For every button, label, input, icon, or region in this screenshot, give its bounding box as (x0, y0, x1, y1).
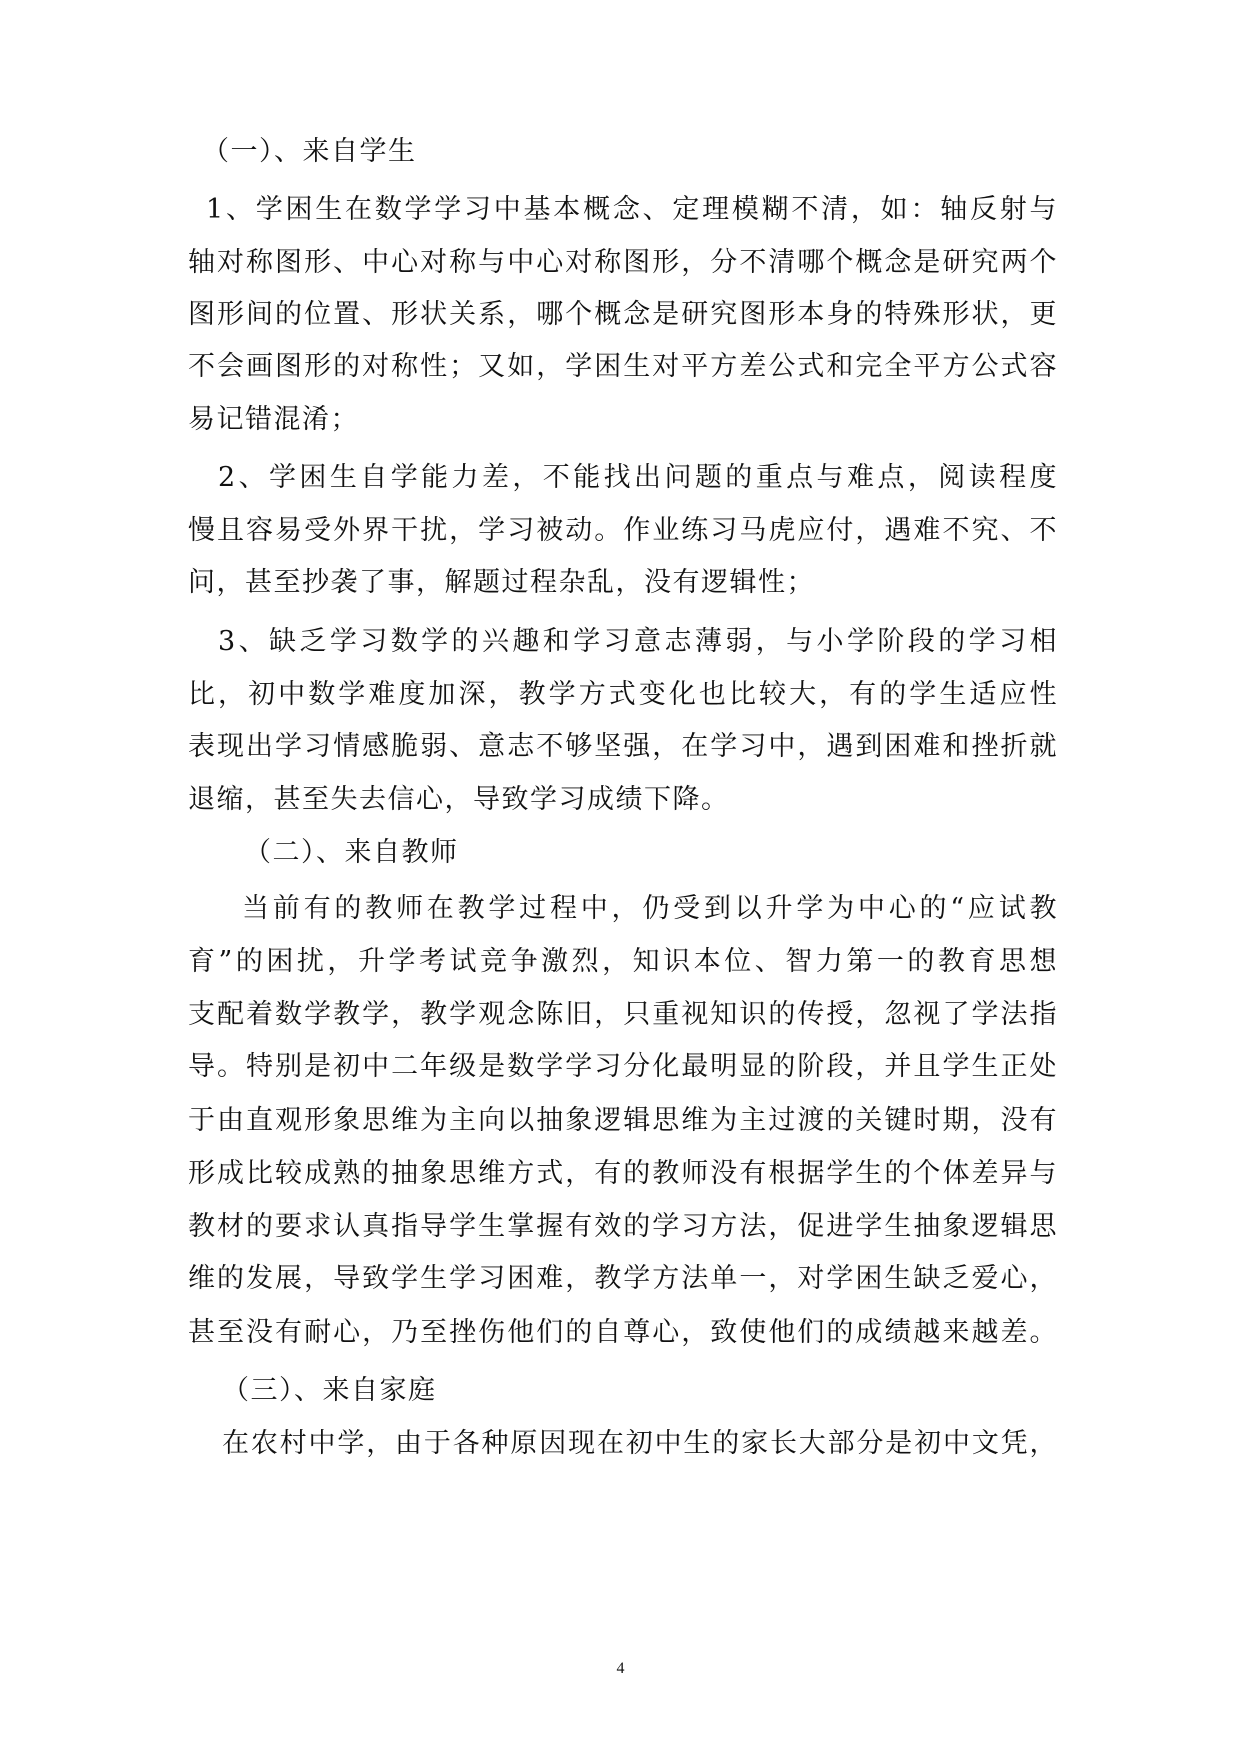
paragraph-line: 维的发展，导致学生学习困难，教学方法单一，对学困生缺乏爱心， (188, 1263, 1058, 1294)
paragraph-line: 育”的困扰，升学考试竞争激烈，知识本位、智力第一的教育思想 (188, 946, 1058, 977)
paragraph-line: 2、学困生自学能力差，不能找出问题的重点与难点，阅读程度 (218, 462, 1058, 493)
paragraph-line: 支配着数学教学，教学观念陈旧，只重视知识的传授，忽视了学法指 (188, 999, 1058, 1030)
section-heading-students: （一）、来自学生 (202, 136, 417, 167)
paragraph-line: 图形间的位置、形状关系，哪个概念是研究图形本身的特殊形状，更 (188, 299, 1058, 330)
paragraph-line: 不会画图形的对称性；又如，学困生对平方差公式和完全平方公式容 (188, 351, 1058, 382)
paragraph-line: 教材的要求认真指导学生掌握有效的学习方法，促进学生抽象逻辑思 (188, 1211, 1058, 1242)
paragraph-line: 比，初中数学难度加深，教学方式变化也比较大，有的学生适应性 (188, 679, 1058, 710)
paragraph-line: 表现出学习情感脆弱、意志不够坚强，在学习中，遇到困难和挫折就 (188, 731, 1058, 762)
paragraph-line: 1、学困生在数学学习中基本概念、定理模糊不清，如：轴反射与 (206, 194, 1058, 225)
section-heading-teachers: （二）、来自教师 (244, 837, 459, 868)
paragraph-line: 问，甚至抄袭了事，解题过程杂乱，没有逻辑性； (188, 567, 815, 598)
paragraph-line: 形成比较成熟的抽象思维方式，有的教师没有根据学生的个体差异与 (188, 1158, 1058, 1189)
paragraph-line: 于由直观形象思维为主向以抽象逻辑思维为主过渡的关键时期，没有 (188, 1105, 1058, 1136)
paragraph-line: 易记错混淆； (188, 404, 359, 435)
paragraph-line: 导。特别是初中二年级是数学学习分化最明显的阶段，并且学生正处 (188, 1051, 1058, 1082)
page-number: 4 (616, 1660, 625, 1677)
paragraph-line: 慢且容易受外界干扰，学习被动。作业练习马虎应付，遇难不究、不 (188, 515, 1058, 546)
paragraph-line: 3、缺乏学习数学的兴趣和学习意志薄弱，与小学阶段的学习相 (218, 626, 1058, 657)
paragraph-line: 退缩，甚至失去信心，导致学习成绩下降。 (188, 784, 730, 815)
paragraph-line: 当前有的教师在教学过程中，仍受到以升学为中心的“应试教 (242, 893, 1058, 924)
section-heading-family: （三）、来自家庭 (222, 1375, 437, 1406)
paragraph-line: 甚至没有耐心，乃至挫伤他们的自尊心，致使他们的成绩越来越差。 (188, 1317, 1058, 1348)
paragraph-line: 轴对称图形、中心对称与中心对称图形，分不清哪个概念是研究两个 (188, 247, 1058, 278)
paragraph-line: 在农村中学，由于各种原因现在初中生的家长大部分是初中文凭， (222, 1428, 1058, 1459)
